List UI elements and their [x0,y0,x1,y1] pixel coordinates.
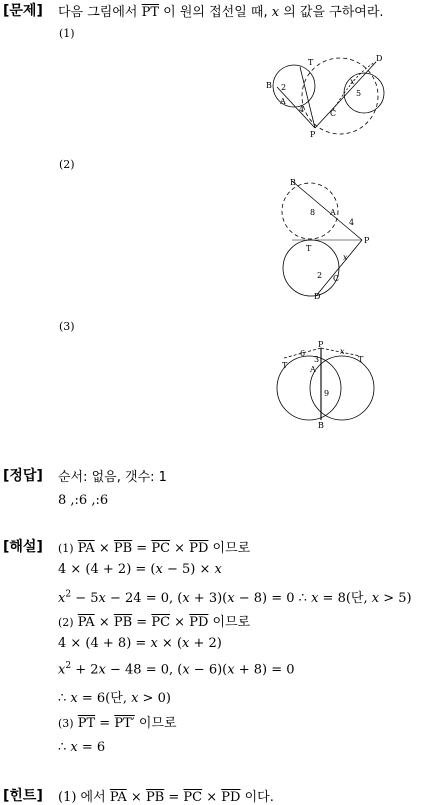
figure-3-label-x: x [340,347,345,356]
figure-2-label-x: x [343,253,348,262]
problem-segment-pt: $\overline{PT}$ [141,5,160,20]
solution-line-1: (1) $\overline{PA} \times \overline{PB} = \overline{PC} \times \overline{PD}$ 이므로 [58,541,251,556]
figure-1-label-x: x [350,77,355,86]
figure-1-diagram [258,50,398,146]
problem-label: [문제] [3,3,43,19]
figure-2-line-pd [316,240,362,296]
figure-2-label-p: P [364,236,370,245]
figure-3-number: (3) [59,320,75,333]
figure-1-label-2: 2 [281,83,287,92]
figure-2-label-2: 2 [317,271,323,280]
figure-3-label-9: 9 [324,389,330,398]
figure-1-label-4: 4 [299,105,305,114]
figure-2-line-bp [292,181,362,240]
figure-3-label-b: B [318,421,324,430]
solution-line-9: ∴ x = 6 [58,740,106,755]
figure-2-label-c: C [333,274,340,283]
figure-1-label-5: 5 [356,89,362,98]
problem-statement [58,1,384,20]
figure-2-label-b: B [290,178,296,187]
figure-1-label-c: C [330,109,337,118]
figure-2-label-8: 8 [310,208,316,217]
solution-line-7: ∴ x = 6(단, x > 0) [58,691,171,706]
figure-3-label-6: 6 [300,349,306,358]
answer-meta: 순서: 없음, 갯수: 1 [58,470,167,485]
figure-3-label-t-left: T [282,361,288,370]
figure-2-label-d: D [314,292,321,301]
problem-text-prefix: 다음 그림에서 [58,5,142,20]
figure-2-label-4: 4 [349,218,355,227]
figure-2-label-a: A [330,208,336,217]
hint-label: [힌트] [3,788,43,804]
figure-3-label-3: 3 [314,355,320,364]
figure-1-number: (1) [59,27,75,40]
figure-2-label-t: T [306,244,312,253]
hint-text: (1) 에서 $\overline{PA} \times \overline{PB} = \overline{PC} \times \overline{PD}$ 이다. [58,790,274,805]
figure-1-label-d: D [376,54,383,63]
figure-1-label-a: A [280,97,286,106]
solution-line-2: 4 × (4 + 2) = (x − 5) × x [58,562,222,577]
answer-label: [정답] [3,468,43,484]
figure-3-label-p: P [318,340,324,349]
figure-2-number: (2) [59,158,75,171]
problem-text-mid: 이 원의 접선일 때, [159,5,272,20]
figure-3-label-t-right: T [358,355,364,364]
problem-variable-x: x [271,5,280,20]
figure-1-label-t: T [308,58,314,67]
figure-3-right-circle [310,356,374,420]
figure-1-label-p: P [310,130,316,139]
solution-line-3: $x^2 - 5x - 24 = 0$, (x + 3)(x − 8) = 0 ∴ x = 8(단, x > 5) [58,589,412,606]
solution-line-5: 4 × (4 + 8) = x × (x + 2) [58,636,222,651]
figure-3-label-a: A [310,365,316,374]
solution-label: [해설] [3,539,43,555]
figure-1-label-b: B [266,81,272,90]
figure-1-line-bp [277,87,315,128]
solution-line-8: (3) $\overline{PT} = PT'$ 이므로 [58,716,177,731]
figure-1-line-pd [315,62,376,128]
solution-line-4: (2) $\overline{PA} \times \overline{PB} = \overline{PC} \times \overline{PD}$ 이므로 [58,615,251,630]
problem-text-suffix: 의 값을 구하여라. [279,5,384,20]
figure-2-diagram [278,175,378,303]
figure-3-diagram [272,338,382,430]
answer-value: 8 ,:6 ,:6 [58,493,109,508]
solution-line-6: $x^2 + 2x - 48 = 0$, (x − 6)(x + 8) = 0 [58,661,295,678]
